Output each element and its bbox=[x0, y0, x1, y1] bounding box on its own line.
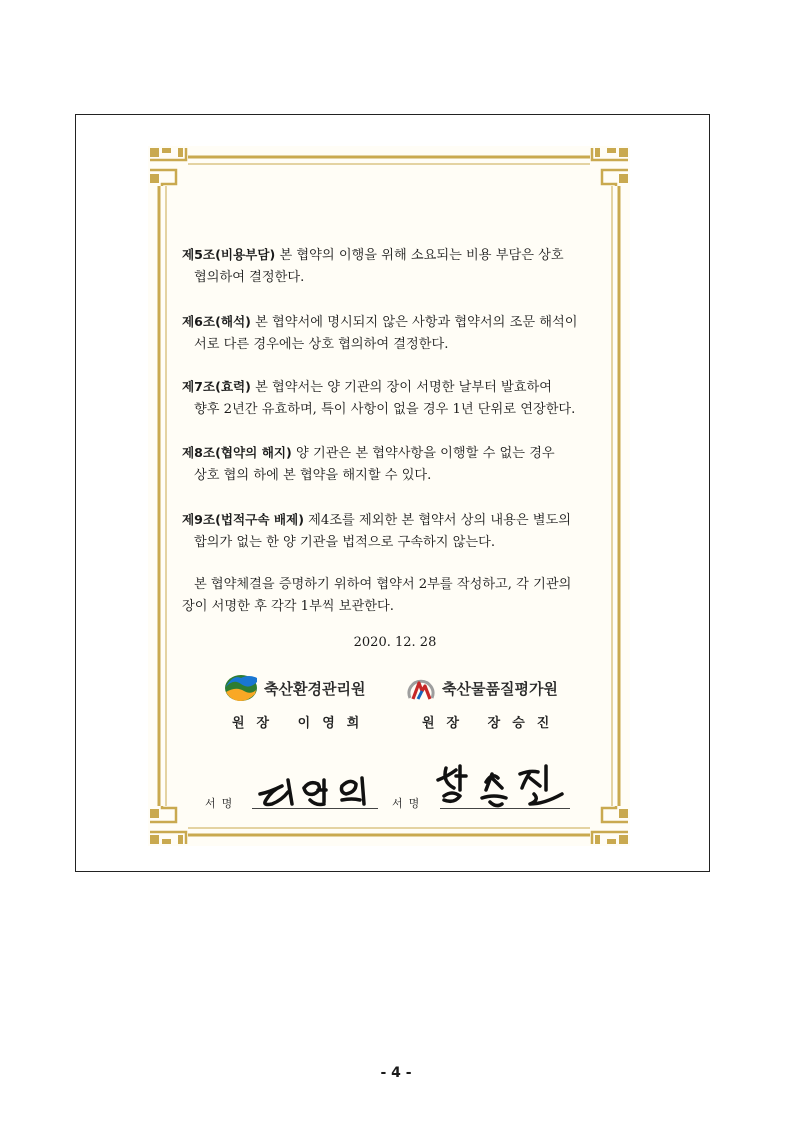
article-text-continued: 협의하여 결정한다. bbox=[194, 270, 305, 285]
article-text-continued: 합의가 없는 한 양 기관을 법적으로 구속하지 않는다. bbox=[194, 535, 496, 550]
article-text: 본 협약의 이행을 위해 소요되는 비용 부담은 상호 bbox=[275, 248, 564, 263]
article-8 bbox=[182, 442, 612, 487]
closing-line-2: 장이 서명한 후 각각 1부씩 보관한다. bbox=[182, 599, 394, 614]
livestock-environment-logo-icon bbox=[224, 674, 258, 702]
page-number: - 4 - bbox=[380, 1065, 412, 1081]
left-org-head-title: 원장 이영희 bbox=[232, 716, 372, 731]
article-text-continued: 서로 다른 경우에는 상호 협의하여 결정한다. bbox=[194, 337, 449, 352]
right-signature bbox=[434, 760, 574, 812]
article-text: 본 협약서에 명시되지 않은 사항과 협약서의 조문 해석이 bbox=[250, 315, 578, 330]
closing-statement bbox=[182, 574, 612, 618]
article-text: 본 협약서는 양 기관의 장이 서명한 날부터 발효하여 bbox=[250, 380, 552, 395]
article-7 bbox=[182, 376, 612, 421]
left-sign-label: 서명 bbox=[205, 797, 239, 810]
left-org-logo bbox=[224, 672, 365, 704]
closing-line-1: 본 협약체결을 증명하기 위하여 협약서 2부를 작성하고, 각 기관의 bbox=[194, 577, 572, 592]
signing-date: 2020. 12. 28 bbox=[353, 635, 437, 650]
left-org-name: 축산환경관리원 bbox=[264, 679, 366, 698]
article-heading: 제7조(효력) bbox=[182, 379, 251, 394]
article-text: 양 기관은 본 협약사항을 이행할 수 없는 경우 bbox=[291, 446, 555, 461]
left-signature bbox=[252, 770, 382, 812]
right-org-head-title: 원장 장승진 bbox=[422, 716, 562, 731]
quality-institute-logo-icon bbox=[406, 674, 436, 702]
article-text-continued: 향후 2년간 유효하며, 특이 사항이 없을 경우 1년 단위로 연장한다. bbox=[194, 402, 576, 417]
right-org-logo bbox=[406, 672, 558, 704]
article-heading: 제5조(비용부담) bbox=[182, 247, 276, 262]
article-text-continued: 상호 협의 하에 본 협약을 해지할 수 있다. bbox=[194, 468, 432, 483]
article-heading: 제8조(협약의 해지) bbox=[182, 445, 292, 460]
article-9 bbox=[182, 509, 612, 554]
article-heading: 제9조(법적구속 배제) bbox=[182, 512, 304, 527]
article-5 bbox=[182, 244, 612, 289]
right-org-name: 축산물품질평가원 bbox=[442, 679, 558, 698]
article-heading: 제6조(해석) bbox=[182, 314, 251, 329]
article-text: 제4조를 제외한 본 협약서 상의 내용은 별도의 bbox=[303, 513, 572, 528]
right-sign-label: 서명 bbox=[392, 797, 426, 810]
article-6 bbox=[182, 311, 612, 356]
